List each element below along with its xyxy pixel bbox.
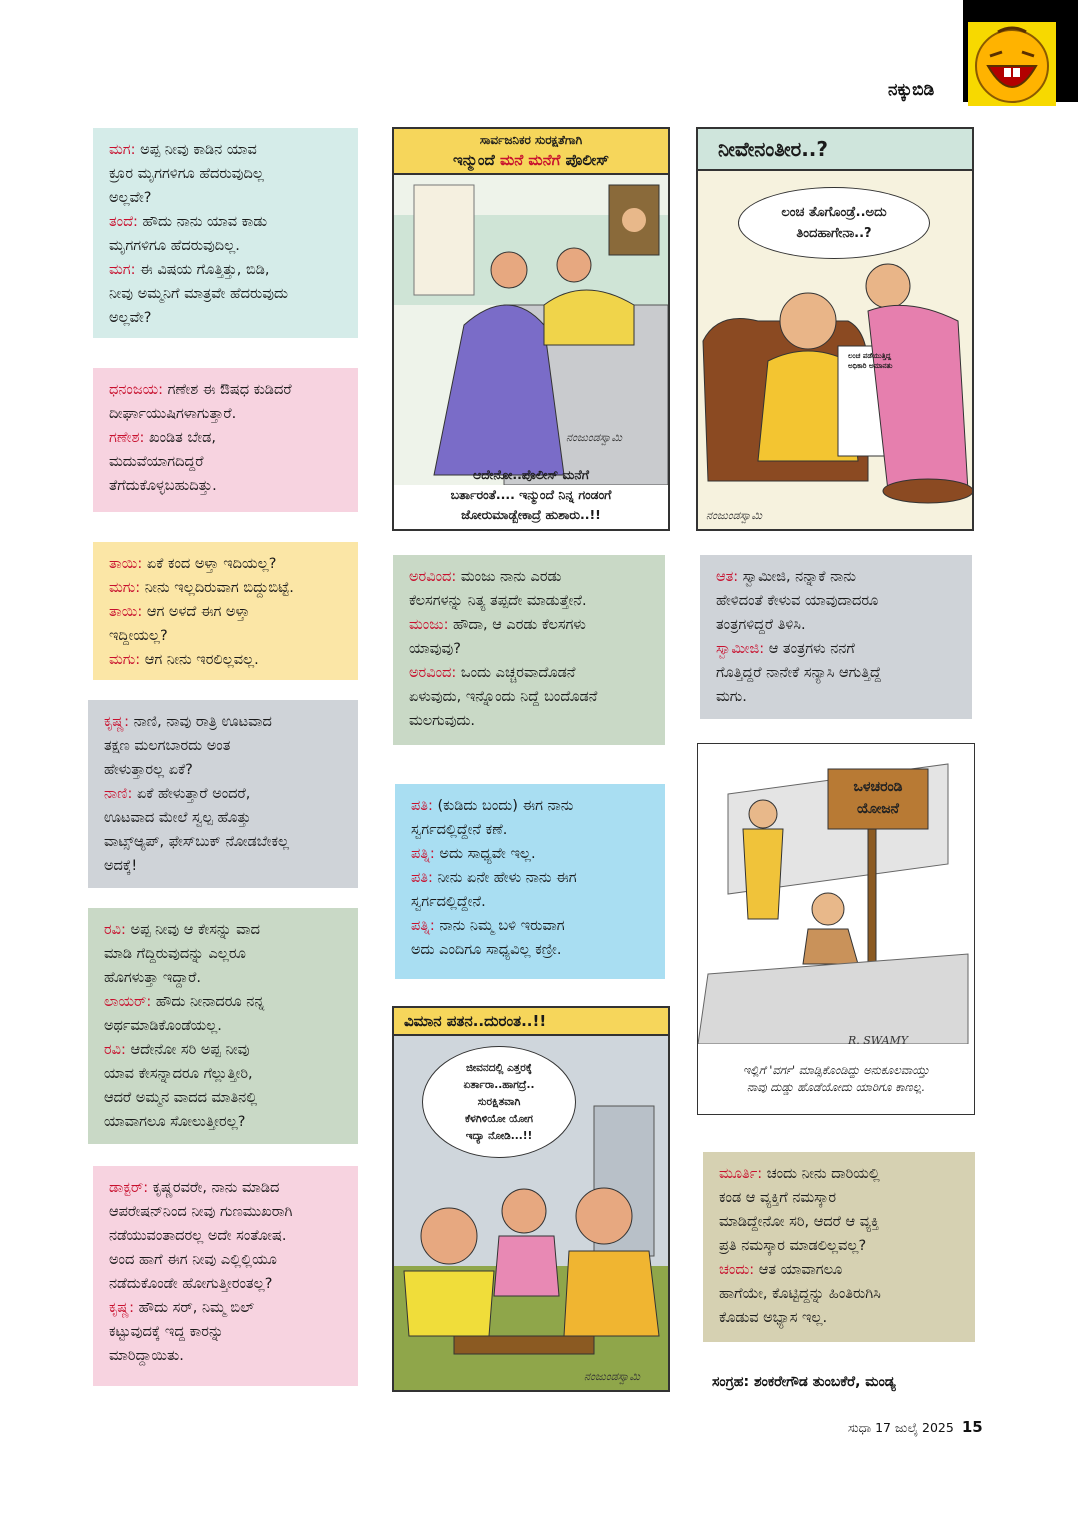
- dialogue-text: ಏಕೆ ಹೇಳುತ್ತಾರೆ ಅಂದರೆ,: [132, 786, 251, 802]
- dialogue-text: ಮದುವೆಯಾಗದಿದ್ದರೆ: [109, 454, 204, 470]
- dialogue-text: ಇದ್ದೀಯಲ್ಲ?: [109, 628, 168, 644]
- dialogue-text: ಒಂದು ಎಚ್ಚರವಾದೊಡನೆ: [456, 665, 576, 681]
- dialogue-text: ತಂತ್ರಗಳಿದ್ದರೆ ತಿಳಿಸಿ.: [716, 617, 806, 633]
- speaker-name: ತಂದೆ:: [109, 214, 138, 230]
- dialogue-text: ವಾಟ್ಸ್‌ಆ್ಯಪ್, ಫೇಸ್‌ಬುಕ್ ನೋಡಬೇಕಲ್ಲ: [104, 834, 290, 850]
- speaker-name: ಆತ:: [716, 569, 739, 585]
- speaker-name: ಧನಂಜಯ:: [109, 382, 164, 398]
- dialogue-text: ಕೃಷ್ಣರವರೇ, ನಾನು ಮಾಡಿದ: [148, 1180, 280, 1196]
- dialogue-text: ನೀನು ಏನೇ ಹೇಳು ನಾನು ಈಗ: [432, 870, 577, 886]
- joke-line: [109, 1224, 342, 1248]
- joke-line: [109, 234, 342, 258]
- dialogue-text: ಹೌದು ಸರ್, ನಿಮ್ಮ ಬಿಲ್: [134, 1300, 255, 1316]
- cartoon-title: ನೀವೇನಂತೀರ..?: [698, 129, 972, 171]
- police-illustration: [394, 175, 668, 485]
- speaker-name: ಮಗು:: [109, 580, 141, 596]
- dialogue-text: ನೀವು ಅಮ್ಮನಿಗೆ ಮಾತ್ರವೇ ಹೆದರುವುದು: [109, 286, 289, 302]
- joke-line: [411, 890, 649, 914]
- cartoon-headline: [394, 149, 668, 171]
- bubble-line: ಸುರಕ್ಷಿತವಾಗಿ: [477, 1095, 521, 1108]
- joke-line: [109, 378, 342, 402]
- speaker-name: ಪತ್ನಿ:: [411, 846, 435, 862]
- joke-line: [104, 1110, 342, 1134]
- dialogue-text: ಆ ತಂತ್ರಗಳು ನನಗೆ: [764, 641, 855, 657]
- dialogue-text: ಹೌದಾ, ಆ ಎರಡು ಕೆಲಸಗಳು: [448, 617, 586, 633]
- joke-line: [716, 661, 956, 685]
- joke-line: [109, 624, 342, 648]
- joke-box-10: [703, 1152, 975, 1342]
- joke-line: [109, 1200, 342, 1224]
- laughing-emoji-icon: [968, 22, 1056, 106]
- dialogue-text: ಆಗ ನೀನು ಇರಲಿಲ್ಲವಲ್ಲ.: [140, 652, 259, 668]
- dialogue-text: ಗಣೇಶ ಈ ಔಷಧ ಕುಡಿದರೆ: [163, 382, 292, 398]
- dialogue-text: ಯಾವಾಗಲೂ ಸೋಲುತ್ತೀರಲ್ಲ?: [104, 1114, 246, 1130]
- cartoon-caption: [702, 1062, 970, 1096]
- joke-line: [104, 734, 342, 758]
- joke-line: [409, 565, 649, 589]
- joke-line: [104, 806, 342, 830]
- caption-line: ಆದೇನೋ..ಪೊಲೀಸ್ ಮನೆಗೆ: [472, 467, 590, 482]
- cartoon-signature: ನಂಜುಂಡಸ್ವಾಮಿ: [706, 509, 762, 522]
- dialogue-text: ನಾಣಿ, ನಾವು ರಾತ್ರಿ ಊಟವಾದ: [129, 714, 272, 730]
- joke-line: [719, 1186, 959, 1210]
- joke-line: [104, 966, 342, 990]
- cartoon-minister: [696, 127, 974, 531]
- joke-line: [109, 1176, 342, 1200]
- dialogue-text: ಸ್ವಾಮೀಜಿ, ನನ್ನಾಕೆ ನಾನು: [738, 569, 856, 585]
- joke-line: [409, 613, 649, 637]
- joke-line: [719, 1282, 959, 1306]
- dialogue-text: ಹಾಗೆಯೇ, ಕೊಟ್ಟಿದ್ದನ್ನು ಹಿಂತಿರುಗಿಸಿ: [719, 1286, 881, 1302]
- dialogue-text: ಈ ವಿಷಯ ಗೊತ್ತಿತ್ತು, ಬಿಡಿ,: [135, 262, 270, 278]
- joke-line: [109, 450, 342, 474]
- dialogue-text: ಮಲಗುವುದು.: [409, 713, 476, 729]
- sign-line: ಯೋಜನೆ: [857, 801, 899, 817]
- joke-line: [104, 990, 342, 1014]
- caption-line: ಬರ್ತಾರಂತೆ.... ಇನ್ಮುಂದೆ ನಿನ್ನ ಗಂಡಂಗೆ: [450, 487, 612, 502]
- speaker-name: ಕೃಷ್ಣ:: [109, 1300, 135, 1316]
- joke-line: [109, 474, 342, 498]
- speaker-name: ರವಿ:: [104, 1042, 126, 1058]
- joke-line: [411, 794, 649, 818]
- dialogue-text: ಆಪರೇಷನ್‌ನಿಂದ ನೀವು ಗುಣಮುಖರಾಗಿ: [109, 1204, 293, 1220]
- dialogue-text: ಆದೇನೋ ಸರಿ ಅಪ್ಪ ನೀವು: [125, 1042, 250, 1058]
- cartoon-road: [697, 743, 975, 1115]
- dialogue-text: ಮಗು.: [716, 689, 747, 705]
- dialogue-text: ಮಂಜು ನಾನು ಎರಡು: [456, 569, 562, 585]
- joke-line: [716, 685, 956, 709]
- joke-box-5: [88, 908, 358, 1144]
- dialogue-text: ಕಂಡ ಆ ವ್ಯಕ್ತಿಗೆ ನಮಸ್ಕಾರ: [719, 1190, 837, 1206]
- dialogue-text: ತಕ್ಷಣ ಮಲಗಬಾರದು ಅಂತ: [104, 738, 231, 754]
- joke-line: [109, 1296, 342, 1320]
- joke-line: [109, 186, 342, 210]
- speaker-name: ಅರವಿಂದ:: [409, 569, 457, 585]
- joke-line: [104, 854, 342, 878]
- bubble-line: ತಿಂದಹಾಗೇನಾ..?: [796, 226, 872, 241]
- dialogue-text: ಅದು ಎಂದಿಗೂ ಸಾಧ್ಯವಿಲ್ಲ ಕಣ್ರೀ.: [411, 942, 562, 958]
- dialogue-text: ಗೊತ್ತಿದ್ದರೆ ನಾನೇಕೆ ಸನ್ಯಾಸಿ ಆಗುತ್ತಿದ್ದೆ: [716, 665, 882, 681]
- joke-line: [104, 1086, 342, 1110]
- joke-line: [411, 866, 649, 890]
- speaker-name: ಅರವಿಂದ:: [409, 665, 457, 681]
- joke-line: [109, 1272, 342, 1296]
- joke-line: [104, 782, 342, 806]
- joke-line: [104, 758, 342, 782]
- magazine-issue: ಸುಧಾ 17 ಜುಲೈ 2025: [848, 1420, 954, 1435]
- dialogue-text: ಹೊಗಳುತ್ತಾ ಇದ್ದಾರೆ.: [104, 970, 201, 986]
- dialogue-text: ಮಾಡಿದ್ದೇನೋ ಸರಿ, ಆದರೆ ಆ ವ್ಯಕ್ತಿ: [719, 1214, 880, 1230]
- dialogue-text: ಯಾವ ಕೇಸನ್ನಾದರೂ ಗೆಲ್ಲುತ್ತೀರಿ,: [104, 1066, 253, 1082]
- cartoon-caption: [400, 465, 662, 525]
- caption-line: ಜೋರುಮಾಡ್ಬೇಕಾದ್ರೆ ಹುಶಾರು..!!: [461, 507, 601, 522]
- dialogue-text: ಅಲ್ಲವೇ?: [109, 190, 152, 206]
- speaker-name: ಮಂಜು:: [409, 617, 449, 633]
- speaker-name: ತಾಯಿ:: [109, 604, 143, 620]
- speaker-name: ಪತಿ:: [411, 798, 433, 814]
- dialogue-text: ಊಟವಾದ ಮೇಲೆ ಸ್ವಲ್ಪ ಹೊತ್ತು: [104, 810, 251, 826]
- speaker-name: ಲಾಯರ್:: [104, 994, 152, 1010]
- speaker-name: ರವಿ:: [104, 922, 126, 938]
- cartoon-signature: ನಂಜುಂಡಸ್ವಾಮಿ: [584, 1370, 640, 1383]
- footer: [848, 1418, 983, 1436]
- dialogue-text: ಸ್ವರ್ಗದಲ್ಲಿದ್ದೇನೆ ಕಣೆ.: [411, 822, 508, 838]
- joke-box-3: [93, 542, 358, 680]
- joke-line: [719, 1234, 959, 1258]
- speaker-name: ನಾಣಿ:: [104, 786, 133, 802]
- joke-line: [109, 552, 342, 576]
- joke-line: [409, 637, 649, 661]
- dialogue-text: ಆಗ ಅಳದೆ ಈಗ ಅಳ್ತಾ: [142, 604, 250, 620]
- cartoon-subtitle: ಸಾರ್ವಜನಿಕರ ಸುರಕ್ಷತೆಗಾಗಿ: [479, 133, 583, 147]
- speaker-name: ಮಗ:: [109, 262, 136, 278]
- bubble-line: ಏರ್ತಾರಾ..ಹಾಗದ್ರೆ..: [463, 1078, 535, 1091]
- speaker-name: ಡಾಕ್ಟರ್:: [109, 1180, 149, 1196]
- joke-box-2: [93, 368, 358, 512]
- headline-plain: ಇನ್ಮುಂದೆ: [452, 151, 500, 169]
- speaker-name: ತಾಯಿ:: [109, 556, 143, 572]
- dialogue-text: ಕೊಡುವ ಅಭ್ಯಾಸ ಇಲ್ಲ.: [719, 1310, 828, 1326]
- headline-red: ಮನೆ ಮನೆಗೆ: [500, 151, 566, 169]
- speaker-name: ಗಣೇಶ:: [109, 430, 145, 446]
- cartoon-police: [392, 127, 670, 531]
- speaker-name: ಸ್ವಾಮೀಜಿ:: [716, 641, 765, 657]
- joke-line: [409, 685, 649, 709]
- joke-line: [409, 589, 649, 613]
- speech-bubble: [422, 1046, 576, 1158]
- joke-line: [109, 1344, 342, 1368]
- joke-line: [109, 600, 342, 624]
- dialogue-text: ಏಕೆ ಕಂದ ಅಳ್ತಾ ಇದಿಯಲ್ಲ?: [142, 556, 277, 572]
- sign-line: ಒಳಚರಂಡಿ: [853, 779, 903, 795]
- speaker-name: ಪತಿ:: [411, 870, 433, 886]
- dialogue-text: ನೀನು ಇಲ್ಲದಿರುವಾಗ ಬಿದ್ದುಬಿಟ್ಟೆ.: [140, 580, 294, 596]
- joke-line: [719, 1258, 959, 1282]
- dialogue-text: ಆತ ಯಾವಾಗಲೂ: [754, 1262, 843, 1278]
- dialogue-text: ಕೆಲಸಗಳನ್ನು ನಿತ್ಯ ತಪ್ಪದೇ ಮಾಡುತ್ತೇನೆ.: [409, 593, 587, 609]
- joke-line: [716, 637, 956, 661]
- joke-box-7: [393, 555, 665, 745]
- bubble-line: ಇದ್ಯಾ ನೋಡಿ...!!: [465, 1129, 533, 1142]
- caption-line: ನಾವು ದುಡ್ಡು ಹೊಡೆಯೋದು ಯಾರಿಗೂ ಕಾಣಲ್ಲ.: [746, 1080, 926, 1094]
- cartoon-title: [394, 129, 668, 175]
- joke-line: [104, 1062, 342, 1086]
- bubble-line: ಜೀವನದಲ್ಲಿ ಎತ್ತರಕ್ಕೆ: [466, 1061, 532, 1074]
- newspaper-headline: ಲಂಚ ಪಡೆಯುತ್ತಿದ್ದ ಅಧಿಕಾರಿ ಅಮಾನತು: [848, 352, 893, 370]
- joke-line: [109, 648, 342, 672]
- dialogue-text: ಯಾವುವು?: [409, 641, 461, 657]
- joke-line: [411, 842, 649, 866]
- sign-text: [832, 776, 924, 820]
- speaker-name: ಪತ್ನಿ:: [411, 918, 435, 934]
- dialogue-text: ಹೌದು ನೀನಾದರೂ ನನ್ನ: [151, 994, 265, 1010]
- joke-line: [104, 710, 342, 734]
- joke-box-8: [395, 784, 665, 979]
- joke-line: [411, 938, 649, 962]
- dialogue-text: ಹೇಳಿದಂತೆ ಕೇಳುವ ಯಾವುದಾದರೂ: [716, 593, 879, 609]
- dialogue-text: ಏಳುವುದು, ಇನ್ನೊಂದು ನಿದ್ದೆ ಬಂದೊಡನೆ: [409, 689, 598, 705]
- joke-line: [411, 914, 649, 938]
- joke-line: [719, 1210, 959, 1234]
- cartoon-signature: R. SWAMY: [848, 1034, 909, 1047]
- joke-line: [719, 1306, 959, 1330]
- dialogue-text: ಹೌದು ನಾನು ಯಾವ ಕಾಡು: [137, 214, 268, 230]
- dialogue-text: ನಡೆಯುವಂತಾದರಲ್ಲ ಅದೇ ಸಂತೋಷ.: [109, 1228, 287, 1244]
- joke-line: [104, 1014, 342, 1038]
- speaker-name: ಕೃಷ್ಣ:: [104, 714, 130, 730]
- dialogue-text: ಅಲ್ಲವೇ?: [109, 310, 152, 326]
- joke-line: [719, 1162, 959, 1186]
- joke-line: [104, 918, 342, 942]
- dialogue-text: ಅಪ್ಪ ನೀವು ಆ ಕೇಸನ್ನು ವಾದ: [125, 922, 260, 938]
- dialogue-text: ಅದು ಸಾಧ್ಯವೇ ಇಲ್ಲ.: [434, 846, 536, 862]
- joke-line: [104, 942, 342, 966]
- dialogue-text: ನಾನು ನಿಮ್ಮ ಬಳಿ ಇರುವಾಗ: [434, 918, 565, 934]
- bubble-line: ಕೆಳಗಿಳಿಯೋ ಯೋಗ: [465, 1112, 533, 1125]
- joke-line: [716, 565, 956, 589]
- joke-line: [109, 576, 342, 600]
- dialogue-text: ಆದರೆ ಅಮ್ಮನ ವಾದದ ಮಾತಿನಲ್ಲಿ: [104, 1090, 258, 1106]
- joke-box-1: [93, 128, 358, 338]
- dialogue-text: ಅರ್ಥಮಾಡಿಕೊಂಡೆಯಲ್ಲ.: [104, 1018, 222, 1034]
- speech-bubble: [738, 187, 930, 259]
- dialogue-text: ಸ್ವರ್ಗದಲ್ಲಿದ್ದೇನೆ.: [411, 894, 486, 910]
- joke-box-9: [700, 555, 972, 719]
- dialogue-text: (ಕುಡಿದು ಬಂದು) ಈಗ ನಾನು: [432, 798, 574, 814]
- section-label: ನಕ್ಕುಬಿಡಿ: [888, 80, 935, 100]
- joke-line: [104, 830, 342, 854]
- dialogue-text: ಮಾಡಿ ಗೆದ್ದಿರುವುದನ್ನು ಎಲ್ಲರೂ: [104, 946, 246, 962]
- joke-line: [109, 402, 342, 426]
- compilation-credit: ಸಂಗ್ರಹ: ಶಂಕರೇಗೌಡ ತುಂಬಕೆರೆ, ಮಂಡ್ಯ: [712, 1374, 896, 1390]
- dialogue-text: ಕ್ರೂರ ಮೃಗಗಳಿಗೂ ಹೆದರುವುದಿಲ್ಲ: [109, 166, 264, 182]
- dialogue-text: ಅಂದ ಹಾಗೆ ಈಗ ನೀವು ಎಲ್ಲಿಲ್ಲಿಯೂ: [109, 1252, 277, 1268]
- joke-box-6: [93, 1166, 358, 1386]
- bubble-line: ಲಂಚ ತೊಗೊಂಡ್ರೆ..ಅದು: [781, 205, 887, 220]
- joke-line: [109, 138, 342, 162]
- joke-line: [109, 162, 342, 186]
- dialogue-text: ಚಂದು ನೀನು ದಾರಿಯಲ್ಲಿ: [762, 1166, 880, 1182]
- caption-line: ಇಲ್ಲಿಗೆ 'ವರ್ಗ' ಮಾಡ್ಸಿಕೊಂಡಿದ್ದು ಅನುಕೂಲವಾಯ್ತು: [742, 1063, 930, 1077]
- joke-line: [716, 613, 956, 637]
- headline-end: ಪೊಲೀಸ್: [565, 151, 610, 169]
- joke-line: [109, 1248, 342, 1272]
- dialogue-text: ಹೇಳುತ್ತಾರಲ್ಲ ಏಕೆ?: [104, 762, 193, 778]
- speaker-name: ಮಗು:: [109, 652, 141, 668]
- dialogue-text: ತೆಗೆದುಕೊಳ್ಳಬಹುದಿತ್ತು.: [109, 478, 217, 494]
- joke-line: [109, 306, 342, 330]
- joke-box-4: [88, 700, 358, 888]
- dialogue-text: ಅದಕ್ಕೆ!: [104, 858, 138, 874]
- dialogue-text: ಪ್ರತಿ ನಮಸ್ಕಾರ ಮಾಡಲಿಲ್ಲವಲ್ಲ?: [719, 1238, 867, 1254]
- joke-line: [409, 661, 649, 685]
- page-number: 15: [961, 1418, 983, 1436]
- joke-line: [411, 818, 649, 842]
- speaker-name: ಚಂದು:: [719, 1262, 755, 1278]
- dialogue-text: ಅಪ್ಪ ನೀವು ಕಾಡಿನ ಯಾವ: [135, 142, 257, 158]
- dialogue-text: ಖಂಡಿತ ಬೇಡ,: [144, 430, 216, 446]
- dialogue-text: ದೀರ್ಘಾಯುಷಿಗಳಾಗುತ್ತಾರೆ.: [109, 406, 237, 422]
- joke-line: [716, 589, 956, 613]
- joke-line: [109, 258, 342, 282]
- cartoon-signature: ನಂಜುಂಡಸ್ವಾಮಿ: [566, 431, 622, 444]
- dialogue-text: ನಡೆದುಕೊಂಡೇ ಹೋಗುತ್ತೀರಂತಲ್ಲ?: [109, 1276, 273, 1292]
- speaker-name: ಮಗ:: [109, 142, 136, 158]
- cartoon-plane: [392, 1006, 670, 1392]
- joke-line: [104, 1038, 342, 1062]
- joke-line: [409, 709, 649, 733]
- dialogue-text: ಮಾರಿದ್ದಾಯಿತು.: [109, 1348, 184, 1364]
- joke-line: [109, 1320, 342, 1344]
- joke-line: [109, 282, 342, 306]
- joke-line: [109, 210, 342, 234]
- joke-line: [109, 426, 342, 450]
- dialogue-text: ಕಟ್ಟುವುದಕ್ಕೆ ಇದ್ದ ಕಾರನ್ನು: [109, 1324, 224, 1340]
- speaker-name: ಮೂರ್ತಿ:: [719, 1166, 763, 1182]
- cartoon-title: ವಿಮಾನ ಪತನ..ದುರಂತ..!!: [394, 1008, 668, 1036]
- dialogue-text: ಮೃಗಗಳಿಗೂ ಹೆದರುವುದಿಲ್ಲ.: [109, 238, 240, 254]
